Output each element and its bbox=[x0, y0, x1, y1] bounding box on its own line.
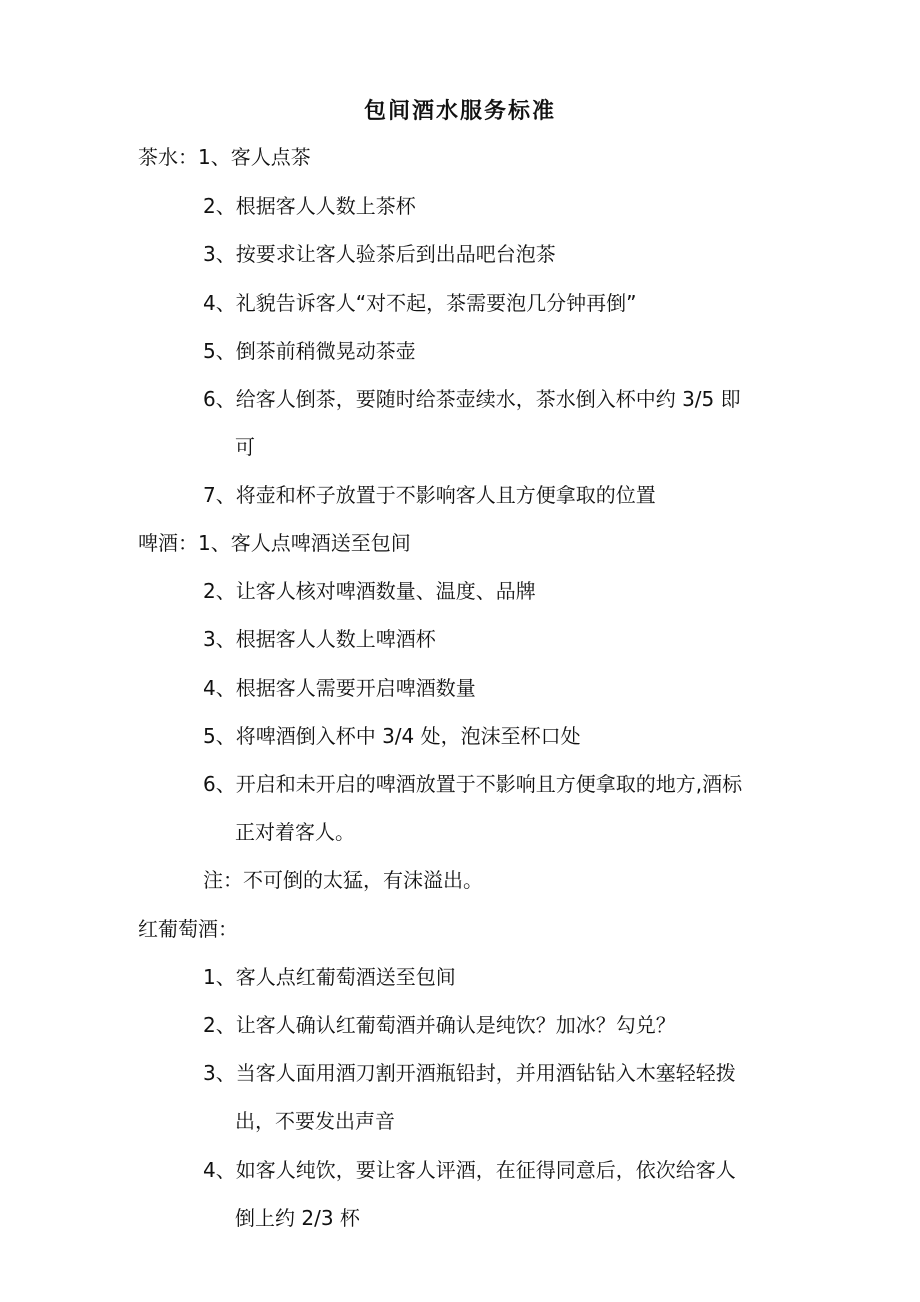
beer-item-2: 2、让客人核对啤酒数量、温度、品牌 bbox=[203, 579, 536, 603]
tea-item-6-continuation: 可 bbox=[235, 435, 255, 459]
tea-heading: 茶水：1、客人点茶 bbox=[138, 145, 311, 169]
beer-item-3: 3、根据客人人数上啤酒杯 bbox=[203, 627, 436, 651]
wine-item-1: 1、客人点红葡萄酒送至包间 bbox=[203, 965, 456, 989]
wine-heading: 红葡萄酒： bbox=[138, 917, 238, 941]
wine-item-4-continuation: 倒上约 2/3 杯 bbox=[235, 1206, 360, 1230]
wine-item-4: 4、如客人纯饮，要让客人评酒，在征得同意后，依次给客人 bbox=[203, 1158, 736, 1182]
wine-item-2: 2、让客人确认红葡萄酒并确认是纯饮？加冰？勾兑？ bbox=[203, 1013, 676, 1037]
beer-item-6: 6、开启和未开启的啤酒放置于不影响且方便拿取的地方,酒标 bbox=[203, 772, 743, 796]
tea-item-2: 2、根据客人人数上茶杯 bbox=[203, 194, 416, 218]
beer-item-6-continuation: 正对着客人。 bbox=[235, 820, 355, 844]
beer-heading: 啤酒：1、客人点啤酒送至包间 bbox=[138, 531, 411, 555]
beer-item-4: 4、根据客人需要开启啤酒数量 bbox=[203, 676, 476, 700]
wine-item-3: 3、当客人面用酒刀割开酒瓶铅封，并用酒钻钻入木塞轻轻拨 bbox=[203, 1061, 736, 1085]
beer-item-5: 5、将啤酒倒入杯中 3/4 处，泡沫至杯口处 bbox=[203, 724, 581, 748]
tea-item-4: 4、礼貌告诉客人“对不起，茶需要泡几分钟再倒” bbox=[203, 291, 637, 315]
tea-item-6: 6、给客人倒茶，要随时给茶壶续水，茶水倒入杯中约 3/5 即 bbox=[203, 387, 741, 411]
wine-item-3-continuation: 出，不要发出声音 bbox=[235, 1109, 395, 1133]
document-title: 包间酒水服务标准 bbox=[363, 99, 556, 124]
tea-item-5: 5、倒茶前稍微晃动茶壶 bbox=[203, 339, 416, 363]
tea-item-3: 3、按要求让客人验茶后到出品吧台泡茶 bbox=[203, 242, 556, 266]
tea-item-7: 7、将壶和杯子放置于不影响客人且方便拿取的位置 bbox=[203, 483, 656, 507]
beer-note: 注：不可倒的太猛，有沫溢出。 bbox=[203, 868, 483, 892]
